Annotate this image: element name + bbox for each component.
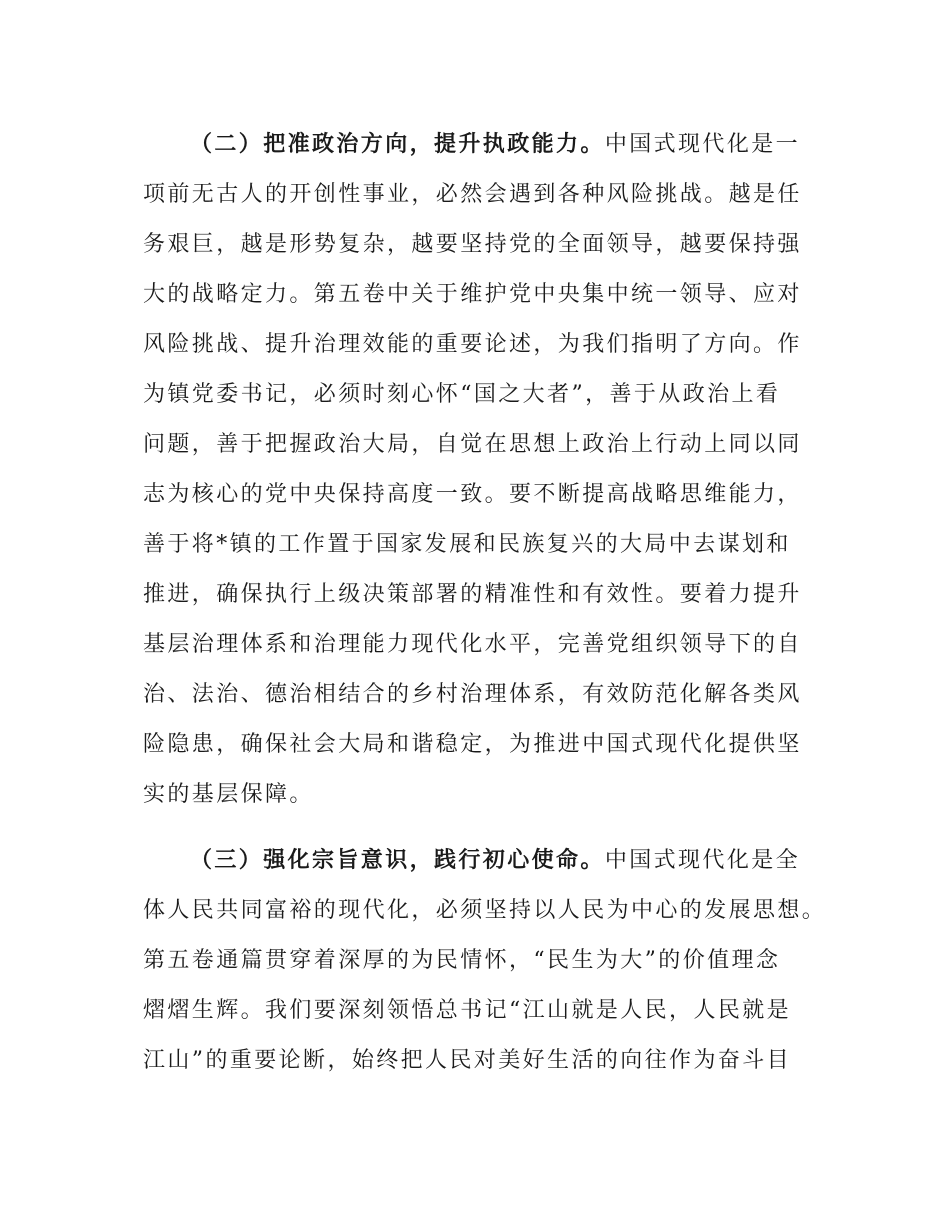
paragraph-line: 险隐患，确保社会大局和谐稳定，为推进中国式现代化提供坚 [143, 732, 802, 757]
paragraph-spacer [143, 820, 811, 836]
line-text: 中国式现代化是全 [604, 848, 801, 873]
paragraph-line: 项前无古人的开创性事业，必然会遇到各种风险挑战。越是任 [143, 182, 802, 207]
paragraph-first-line [143, 120, 811, 170]
paragraph-line: 志为核心的党中央保持高度一致。要不断提高战略思维能力， [143, 482, 802, 507]
paragraph-line: 体人民共同富裕的现代化，必须坚持以人民为中心的发展思想。 [143, 898, 827, 923]
paragraph-line: 治、法治、德治相结合的乡村治理体系，有效防范化解各类风 [143, 682, 802, 707]
paragraph-first-line [143, 836, 811, 886]
paragraph-line: 第五卷通篇贯穿着深厚的为民情怀，“民生为大”的价值理念 [143, 948, 781, 973]
paragraph-line: 大的战略定力。第五卷中关于维护党中央集中统一领导、应对 [143, 282, 802, 307]
line-text: 中国式现代化是一 [604, 132, 801, 157]
paragraph-line: 务艰巨，越是形势复杂，越要坚持党的全面领导，越要保持强 [143, 232, 802, 257]
section-heading: （三）强化宗旨意识，践行初心使命。 [190, 848, 605, 873]
paragraph-line: 推进，确保执行上级决策部署的精准性和有效性。要着力提升 [143, 582, 802, 607]
paragraph-line: 善于将*镇的工作置于国家发展和民族复兴的大局中去谋划和 [143, 532, 791, 557]
paragraph-line: 江山”的重要论断，始终把人民对美好生活的向往作为奋斗目 [143, 1048, 792, 1073]
paragraph-line: 基层治理体系和治理能力现代化水平，完善党组织领导下的自 [143, 632, 802, 657]
paragraph-line: 风险挑战、提升治理效能的重要论述，为我们指明了方向。作 [143, 332, 802, 357]
document-body [143, 120, 827, 1086]
paragraph-section-two [143, 120, 811, 820]
section-heading: （二）把准政治方向，提升执政能力。 [190, 132, 605, 157]
paragraph-line: 问题，善于把握政治大局，自觉在思想上政治上行动上同以同 [143, 432, 802, 457]
paragraph-line: 熠熠生辉。我们要深刻领悟总书记“江山就是人民，人民就是 [143, 998, 792, 1023]
paragraph-section-three [143, 836, 827, 1086]
paragraph-line: 实的基层保障。 [143, 782, 314, 807]
paragraph-line: 为镇党委书记，必须时刻心怀“国之大者”，善于从政治上看 [143, 382, 781, 407]
